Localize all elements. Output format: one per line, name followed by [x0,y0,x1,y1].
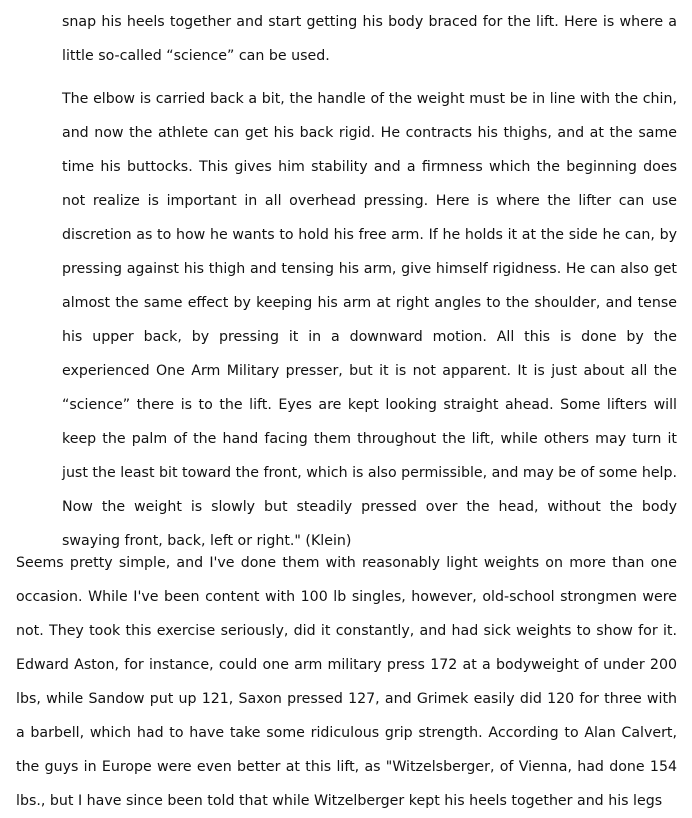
body-paragraph-1: Seems pretty simple, and I've done them with reasonably light weights on more than one occasion. While I've been content with 100 lb singles, however, old-school strongmen were not. They took this exercise seriously, did it constantly, and had sick weights to show for it. Edward Aston, for instance, could one arm military press 172 at a bodyweight of under 200 lbs, while Sandow put up 121, Saxon pressed 127, and Grimek easily did 120 for three with a barbell, which had to have take some ridiculous grip strength. According to Alan Calvert, the guys in Europe were even better at this lift, as "Witzelsberger, of Vienna, had done 154 lbs., but I have since been told that while Witzelberger kept his heels together and his legs [16,555,677,809]
quote-paragraph-1: snap his heels together and start getting his body braced for the lift. Here is where a little so-called “science” can be used. [62,14,677,64]
quote-paragraph-2: The elbow is carried back a bit, the handle of the weight must be in line with the chin, and now the athlete can get his back rigid. He contracts his thighs, and at the same time his buttocks. This gives him stability and a firmness which the beginning does not realize is important in all overhead pressing. Here is where the lifter can use discretion as to how he wants to hold his free arm. If he holds it at the side he can, by pressing against his thigh and tensing his arm, give himself rigidness. He can also get almost the same effect by keeping his arm at right angles to the shoulder, and tense his upper back, by pressing it in a downward motion. All this is done by the experienced One Arm Military presser, but it is not apparent. It is just about all the “science” there is to the lift. Eyes are kept looking straight ahead. Some lifters will keep the palm of the hand facing them throughout the lift, while others may turn it just the least bit toward the front, which is also permissible, and may be of some help. Now the weight is slowly but steadily pressed over the head, without the body swaying front, back, left or right." (Klein) [62,91,678,549]
